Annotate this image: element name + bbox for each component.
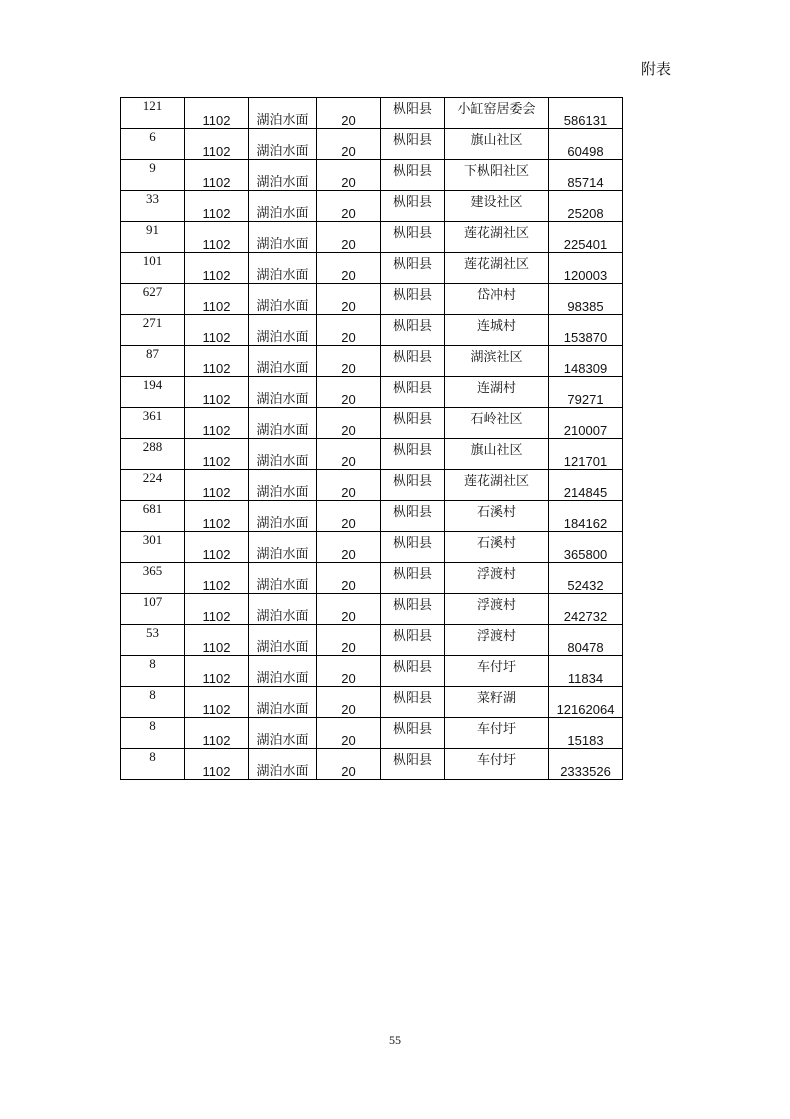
land-type-cell: 湖泊水面 (249, 470, 317, 501)
area-cell: 242732 (549, 594, 623, 625)
land-code-cell: 1102 (185, 718, 249, 749)
grade-cell: 20 (317, 377, 381, 408)
village-cell: 建设社区 (445, 191, 549, 222)
table-row (121, 129, 623, 160)
parcel-id-cell: 627 (121, 284, 185, 315)
grade-cell: 20 (317, 594, 381, 625)
land-code-cell: 1102 (185, 687, 249, 718)
land-type-cell: 湖泊水面 (249, 129, 317, 160)
grade-cell: 20 (317, 191, 381, 222)
county-cell: 枞阳县 (381, 191, 445, 222)
grade-cell: 20 (317, 718, 381, 749)
table-row (121, 532, 623, 563)
land-code-cell: 1102 (185, 594, 249, 625)
county-cell: 枞阳县 (381, 284, 445, 315)
page-number: 55 (389, 1033, 401, 1047)
table-row (121, 470, 623, 501)
village-cell: 连湖村 (445, 377, 549, 408)
county-cell: 枞阳县 (381, 129, 445, 160)
land-type-cell: 湖泊水面 (249, 408, 317, 439)
land-code-cell: 1102 (185, 191, 249, 222)
land-code-cell: 1102 (185, 749, 249, 780)
parcel-id-cell: 365 (121, 563, 185, 594)
land-code-cell: 1102 (185, 470, 249, 501)
land-type-cell: 湖泊水面 (249, 222, 317, 253)
table-row (121, 718, 623, 749)
parcel-id-cell: 194 (121, 377, 185, 408)
land-code-cell: 1102 (185, 532, 249, 563)
grade-cell: 20 (317, 253, 381, 284)
area-cell: 11834 (549, 656, 623, 687)
grade-cell: 20 (317, 532, 381, 563)
grade-cell: 20 (317, 749, 381, 780)
grade-cell: 20 (317, 98, 381, 129)
village-cell: 莲花湖社区 (445, 470, 549, 501)
land-type-cell: 湖泊水面 (249, 718, 317, 749)
grade-cell: 20 (317, 563, 381, 594)
village-cell: 车付圩 (445, 718, 549, 749)
grade-cell: 20 (317, 687, 381, 718)
area-cell: 60498 (549, 129, 623, 160)
area-cell: 80478 (549, 625, 623, 656)
parcel-id-cell: 91 (121, 222, 185, 253)
parcel-id-cell: 8 (121, 656, 185, 687)
table-row (121, 377, 623, 408)
land-type-cell: 湖泊水面 (249, 253, 317, 284)
grade-cell: 20 (317, 315, 381, 346)
area-cell: 214845 (549, 470, 623, 501)
parcel-id-cell: 224 (121, 470, 185, 501)
village-cell: 莲花湖社区 (445, 222, 549, 253)
table-row (121, 160, 623, 191)
area-cell: 120003 (549, 253, 623, 284)
parcel-id-cell: 8 (121, 718, 185, 749)
land-type-cell: 湖泊水面 (249, 284, 317, 315)
parcel-id-cell: 121 (121, 98, 185, 129)
grade-cell: 20 (317, 656, 381, 687)
county-cell: 枞阳县 (381, 439, 445, 470)
county-cell: 枞阳县 (381, 749, 445, 780)
area-cell: 85714 (549, 160, 623, 191)
area-cell: 25208 (549, 191, 623, 222)
land-code-cell: 1102 (185, 408, 249, 439)
grade-cell: 20 (317, 501, 381, 532)
land-code-cell: 1102 (185, 625, 249, 656)
land-code-cell: 1102 (185, 253, 249, 284)
table-row (121, 594, 623, 625)
county-cell: 枞阳县 (381, 501, 445, 532)
land-type-cell: 湖泊水面 (249, 346, 317, 377)
grade-cell: 20 (317, 160, 381, 191)
village-cell: 浮渡村 (445, 563, 549, 594)
village-cell: 石溪村 (445, 501, 549, 532)
land-code-cell: 1102 (185, 98, 249, 129)
land-code-cell: 1102 (185, 377, 249, 408)
grade-cell: 20 (317, 222, 381, 253)
parcel-id-cell: 87 (121, 346, 185, 377)
land-code-cell: 1102 (185, 563, 249, 594)
village-cell: 岱冲村 (445, 284, 549, 315)
area-cell: 210007 (549, 408, 623, 439)
parcel-id-cell: 101 (121, 253, 185, 284)
land-type-cell: 湖泊水面 (249, 377, 317, 408)
area-cell: 365800 (549, 532, 623, 563)
land-type-cell: 湖泊水面 (249, 501, 317, 532)
area-cell: 153870 (549, 315, 623, 346)
land-code-cell: 1102 (185, 160, 249, 191)
county-cell: 枞阳县 (381, 408, 445, 439)
parcel-id-cell: 8 (121, 687, 185, 718)
land-code-cell: 1102 (185, 222, 249, 253)
grade-cell: 20 (317, 284, 381, 315)
table-row (121, 315, 623, 346)
village-cell: 石岭社区 (445, 408, 549, 439)
village-cell: 石溪村 (445, 532, 549, 563)
county-cell: 枞阳县 (381, 594, 445, 625)
table-row (121, 656, 623, 687)
parcel-id-cell: 271 (121, 315, 185, 346)
grade-cell: 20 (317, 129, 381, 160)
table-row (121, 408, 623, 439)
table-row (121, 222, 623, 253)
table-row (121, 687, 623, 718)
village-cell: 连城村 (445, 315, 549, 346)
parcel-id-cell: 107 (121, 594, 185, 625)
land-type-cell: 湖泊水面 (249, 532, 317, 563)
county-cell: 枞阳县 (381, 625, 445, 656)
land-type-cell: 湖泊水面 (249, 563, 317, 594)
area-cell: 225401 (549, 222, 623, 253)
parcel-id-cell: 301 (121, 532, 185, 563)
area-cell: 98385 (549, 284, 623, 315)
land-type-cell: 湖泊水面 (249, 625, 317, 656)
county-cell: 枞阳县 (381, 160, 445, 191)
parcel-id-cell: 33 (121, 191, 185, 222)
table-row (121, 191, 623, 222)
table-row (121, 284, 623, 315)
county-cell: 枞阳县 (381, 687, 445, 718)
county-cell: 枞阳县 (381, 563, 445, 594)
village-cell: 下枞阳社区 (445, 160, 549, 191)
parcel-id-cell: 8 (121, 749, 185, 780)
land-type-cell: 湖泊水面 (249, 439, 317, 470)
table-row (121, 98, 623, 129)
village-cell: 浮渡村 (445, 625, 549, 656)
county-cell: 枞阳县 (381, 718, 445, 749)
village-cell: 小缸窑居委会 (445, 98, 549, 129)
county-cell: 枞阳县 (381, 656, 445, 687)
appendix-label: 附表 (641, 60, 672, 78)
parcel-id-cell: 681 (121, 501, 185, 532)
land-code-cell: 1102 (185, 501, 249, 532)
table-row (121, 501, 623, 532)
table-row (121, 625, 623, 656)
land-code-cell: 1102 (185, 346, 249, 377)
county-cell: 枞阳县 (381, 253, 445, 284)
area-cell: 121701 (549, 439, 623, 470)
table-row (121, 563, 623, 594)
county-cell: 枞阳县 (381, 532, 445, 563)
land-type-cell: 湖泊水面 (249, 191, 317, 222)
county-cell: 枞阳县 (381, 315, 445, 346)
area-cell: 2333526 (549, 749, 623, 780)
parcel-id-cell: 6 (121, 129, 185, 160)
county-cell: 枞阳县 (381, 346, 445, 377)
land-type-cell: 湖泊水面 (249, 687, 317, 718)
land-code-cell: 1102 (185, 656, 249, 687)
county-cell: 枞阳县 (381, 377, 445, 408)
village-cell: 旗山社区 (445, 129, 549, 160)
land-code-cell: 1102 (185, 284, 249, 315)
parcel-id-cell: 361 (121, 408, 185, 439)
table-row (121, 346, 623, 377)
area-cell: 148309 (549, 346, 623, 377)
area-cell: 12162064 (549, 687, 623, 718)
land-type-cell: 湖泊水面 (249, 749, 317, 780)
grade-cell: 20 (317, 470, 381, 501)
table-body (121, 98, 623, 780)
area-cell: 184162 (549, 501, 623, 532)
grade-cell: 20 (317, 625, 381, 656)
parcel-id-cell: 53 (121, 625, 185, 656)
grade-cell: 20 (317, 439, 381, 470)
land-type-cell: 湖泊水面 (249, 160, 317, 191)
village-cell: 车付圩 (445, 656, 549, 687)
land-code-cell: 1102 (185, 315, 249, 346)
village-cell: 莲花湖社区 (445, 253, 549, 284)
area-cell: 586131 (549, 98, 623, 129)
land-type-cell: 湖泊水面 (249, 656, 317, 687)
county-cell: 枞阳县 (381, 470, 445, 501)
village-cell: 菜籽湖 (445, 687, 549, 718)
table-row (121, 749, 623, 780)
table-row (121, 253, 623, 284)
table-row (121, 439, 623, 470)
village-cell: 湖滨社区 (445, 346, 549, 377)
county-cell: 枞阳县 (381, 98, 445, 129)
grade-cell: 20 (317, 408, 381, 439)
land-code-cell: 1102 (185, 129, 249, 160)
parcel-id-cell: 9 (121, 160, 185, 191)
land-type-cell: 湖泊水面 (249, 315, 317, 346)
village-cell: 浮渡村 (445, 594, 549, 625)
land-parcel-table (120, 97, 623, 780)
land-type-cell: 湖泊水面 (249, 594, 317, 625)
land-type-cell: 湖泊水面 (249, 98, 317, 129)
area-cell: 52432 (549, 563, 623, 594)
village-cell: 旗山社区 (445, 439, 549, 470)
area-cell: 15183 (549, 718, 623, 749)
land-code-cell: 1102 (185, 439, 249, 470)
parcel-id-cell: 288 (121, 439, 185, 470)
village-cell: 车付圩 (445, 749, 549, 780)
area-cell: 79271 (549, 377, 623, 408)
county-cell: 枞阳县 (381, 222, 445, 253)
grade-cell: 20 (317, 346, 381, 377)
